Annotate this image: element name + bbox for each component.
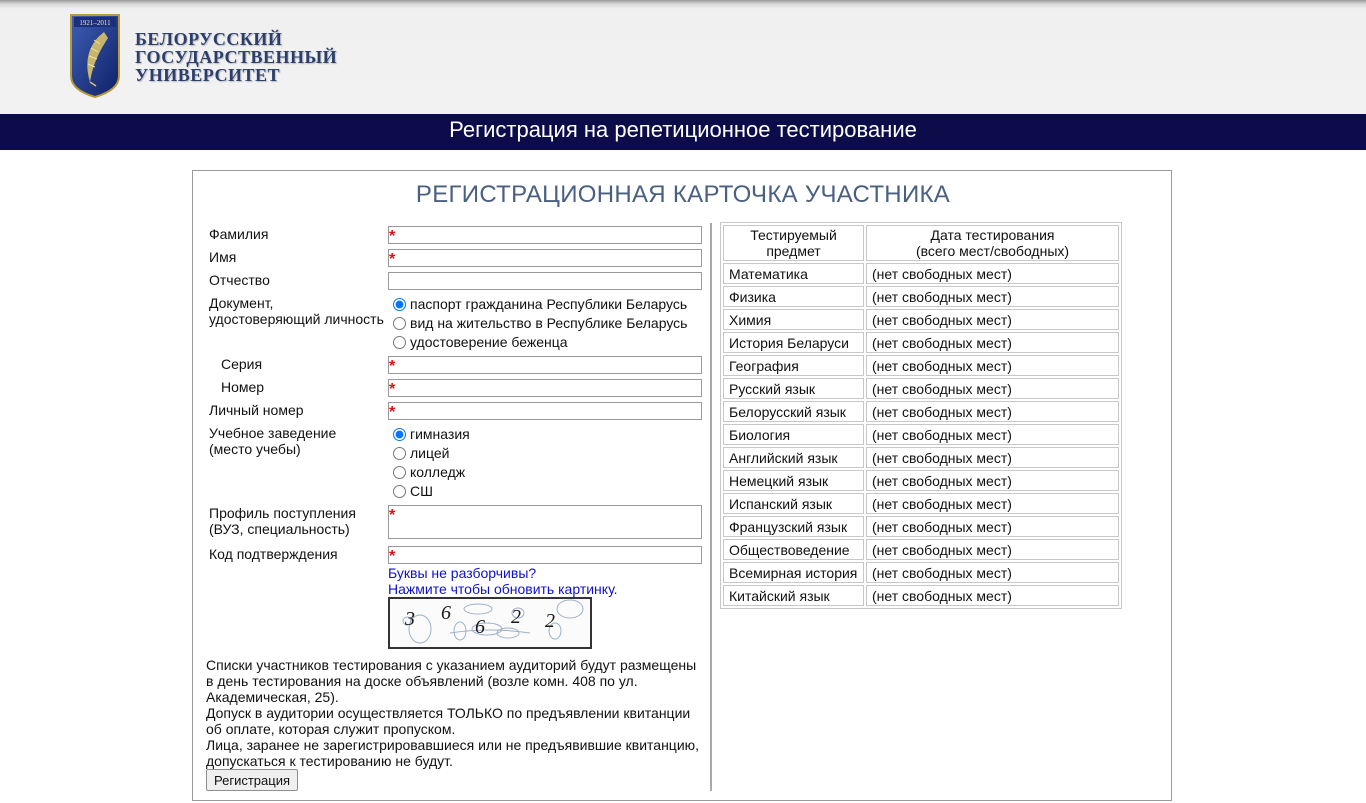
confirmation-code-input[interactable]: [388, 546, 702, 564]
school-option-label: гимназия: [410, 426, 470, 442]
document-option-label: удостоверение беженца: [410, 334, 568, 350]
registration-card: [192, 170, 1172, 801]
subject-cell: Немецкий язык: [723, 470, 864, 491]
subject-cell: Химия: [723, 309, 864, 330]
document-label: [209, 295, 384, 327]
university-crest-icon: [70, 14, 120, 98]
table-row: [723, 401, 1119, 422]
number-input[interactable]: [388, 379, 702, 397]
table-row: [723, 378, 1119, 399]
document-option-label: вид на жительство в Республике Беларусь: [410, 315, 688, 331]
table-row: [723, 493, 1119, 514]
subject-cell: География: [723, 355, 864, 376]
school-radio-college[interactable]: [393, 466, 406, 479]
captcha-image[interactable]: [388, 597, 592, 649]
table-row: [723, 332, 1119, 353]
patronymic-label: Отчество: [209, 272, 270, 288]
school-option-label: лицей: [410, 445, 450, 461]
table-row: [723, 585, 1119, 606]
subject-column-header: [723, 225, 864, 261]
subject-cell: Французский язык: [723, 516, 864, 537]
document-option-residence-permit[interactable]: [393, 314, 687, 332]
university-name: [135, 30, 337, 84]
note-auditorium-lists: Списки участников тестирования с указанием аудиторий будут размещены в день тестирования на доске объявлений (возле комн. 408 по ул. Академическая, 25).: [206, 657, 697, 705]
subject-cell: Испанский язык: [723, 493, 864, 514]
crest-years: 1921–2011: [79, 19, 111, 27]
date-cell: (нет свободных мест): [866, 585, 1119, 606]
required-mark: *: [389, 507, 396, 524]
personal-number-label: Личный номер: [209, 402, 304, 418]
name-label: Имя: [209, 249, 237, 265]
document-option-refugee[interactable]: [393, 333, 568, 351]
series-label: Серия: [221, 356, 263, 372]
date-column-header: [866, 225, 1119, 261]
date-header-line-2: (всего мест/свободных): [915, 243, 1070, 259]
date-cell: (нет свободных мест): [866, 286, 1119, 307]
subject-cell: Всемирная история: [723, 562, 864, 583]
document-label-line-1: Документ,: [209, 295, 274, 311]
subject-header-line-2: предмет: [766, 243, 821, 259]
school-option-gymnasium[interactable]: [393, 425, 470, 443]
table-row: [723, 424, 1119, 445]
school-option-secondary[interactable]: [393, 482, 433, 500]
document-radio-residence-permit[interactable]: [393, 317, 406, 330]
name-input[interactable]: [388, 249, 702, 267]
site-header: [0, 0, 1366, 114]
date-cell: (нет свободных мест): [866, 355, 1119, 376]
table-row: [723, 309, 1119, 330]
number-label: Номер: [221, 379, 265, 395]
register-button[interactable]: Регистрация: [206, 769, 298, 791]
date-cell: (нет свободных мест): [866, 470, 1119, 491]
date-cell: (нет свободных мест): [866, 332, 1119, 353]
subject-cell: Белорусский язык: [723, 401, 864, 422]
school-radio-gymnasium[interactable]: [393, 428, 406, 441]
table-row: [723, 263, 1119, 284]
school-option-lyceum[interactable]: [393, 444, 449, 462]
document-label-line-2: удостоверяющий личность: [209, 311, 384, 327]
profile-label-line-2: (ВУЗ, специальность): [209, 521, 350, 537]
captcha-digit: 6: [475, 616, 485, 638]
patronymic-input[interactable]: [388, 272, 702, 290]
document-option-passport[interactable]: [393, 295, 687, 313]
school-label-line-2: (место учебы): [209, 441, 301, 457]
school-option-college[interactable]: [393, 463, 465, 481]
profile-label: [209, 505, 356, 537]
required-mark: *: [389, 228, 396, 245]
school-label-line-1: Учебное заведение: [209, 425, 337, 441]
note-unregistered: Лица, заранее не зарегистрировавшиеся или не предъявившие квитанцию, допускаться к тестированию не будут.: [206, 737, 700, 769]
table-row: [723, 286, 1119, 307]
date-cell: (нет свободных мест): [866, 447, 1119, 468]
date-cell: (нет свободных мест): [866, 562, 1119, 583]
date-header-line-1: Дата тестирования: [930, 227, 1055, 243]
table-row: [723, 470, 1119, 491]
captcha-digit: 3: [405, 608, 415, 630]
date-cell: (нет свободных мест): [866, 378, 1119, 399]
date-cell: (нет свободных мест): [866, 263, 1119, 284]
required-mark: *: [389, 358, 396, 375]
school-radio-secondary[interactable]: [393, 485, 406, 498]
required-mark: *: [389, 381, 396, 398]
university-logo[interactable]: [70, 14, 340, 100]
subject-cell: Русский язык: [723, 378, 864, 399]
surname-label: Фамилия: [209, 226, 269, 242]
note-admission: Допуск в аудитории осуществляется ТОЛЬКО по предъявлении квитанции об оплате, которая служит пропуском.: [206, 705, 691, 737]
table-header-row: [723, 225, 1119, 261]
captcha-digit: 2: [545, 610, 555, 632]
date-cell: (нет свободных мест): [866, 401, 1119, 422]
subject-cell: Английский язык: [723, 447, 864, 468]
date-cell: (нет свободных мест): [866, 424, 1119, 445]
captcha-graphic: [390, 599, 590, 647]
captcha-refresh-link[interactable]: Нажмите чтобы обновить картинку.: [388, 581, 618, 597]
date-cell: (нет свободных мест): [866, 516, 1119, 537]
subject-cell: Биология: [723, 424, 864, 445]
required-mark: *: [389, 251, 396, 268]
school-radio-lyceum[interactable]: [393, 447, 406, 460]
subject-header-line-1: Тестируемый: [750, 227, 837, 243]
university-name-line-2: ГОСУДАРСТВЕННЫЙ: [135, 47, 338, 67]
university-name-line-3: УНИВЕРСИТЕТ: [135, 65, 280, 85]
profile-label-line-1: Профиль поступления: [209, 505, 356, 521]
surname-input[interactable]: [388, 226, 702, 244]
school-option-label: СШ: [410, 483, 433, 499]
university-name-line-1: БЕЛОРУССКИЙ: [135, 29, 283, 49]
table-row: [723, 355, 1119, 376]
table-row: [723, 447, 1119, 468]
registration-notes: [206, 657, 706, 769]
captcha-digit: 2: [511, 606, 521, 628]
subject-cell: Обществоведение: [723, 539, 864, 560]
captcha-digit: 6: [441, 602, 451, 624]
table-row: [723, 539, 1119, 560]
captcha-hint-link[interactable]: Буквы не разборчивы?: [388, 565, 537, 581]
subject-cell: Физика: [723, 286, 864, 307]
subject-cell: Математика: [723, 263, 864, 284]
series-input[interactable]: [388, 356, 702, 374]
document-radio-passport[interactable]: [393, 298, 406, 311]
table-row: [723, 516, 1119, 537]
confirmation-code-label: Код подтверждения: [209, 546, 338, 562]
card-title: РЕГИСТРАЦИОННАЯ КАРТОЧКА УЧАСТНИКА: [415, 181, 951, 208]
subject-cell: Китайский язык: [723, 585, 864, 606]
subjects-table: [720, 222, 1122, 609]
document-radio-refugee[interactable]: [393, 336, 406, 349]
table-row: [723, 562, 1119, 583]
column-divider: [710, 223, 712, 791]
document-option-label: паспорт гражданина Республики Беларусь: [410, 296, 688, 312]
personal-number-input[interactable]: [388, 402, 702, 420]
school-label: [209, 425, 336, 457]
date-cell: (нет свободных мест): [866, 309, 1119, 330]
page-title-banner: Регистрация на репетиционное тестирование: [0, 114, 1366, 150]
required-mark: *: [389, 548, 396, 565]
date-cell: (нет свободных мест): [866, 493, 1119, 514]
subject-cell: История Беларуси: [723, 332, 864, 353]
required-mark: *: [389, 404, 396, 421]
profile-textarea[interactable]: [388, 505, 702, 539]
date-cell: (нет свободных мест): [866, 539, 1119, 560]
school-option-label: колледж: [410, 464, 466, 480]
